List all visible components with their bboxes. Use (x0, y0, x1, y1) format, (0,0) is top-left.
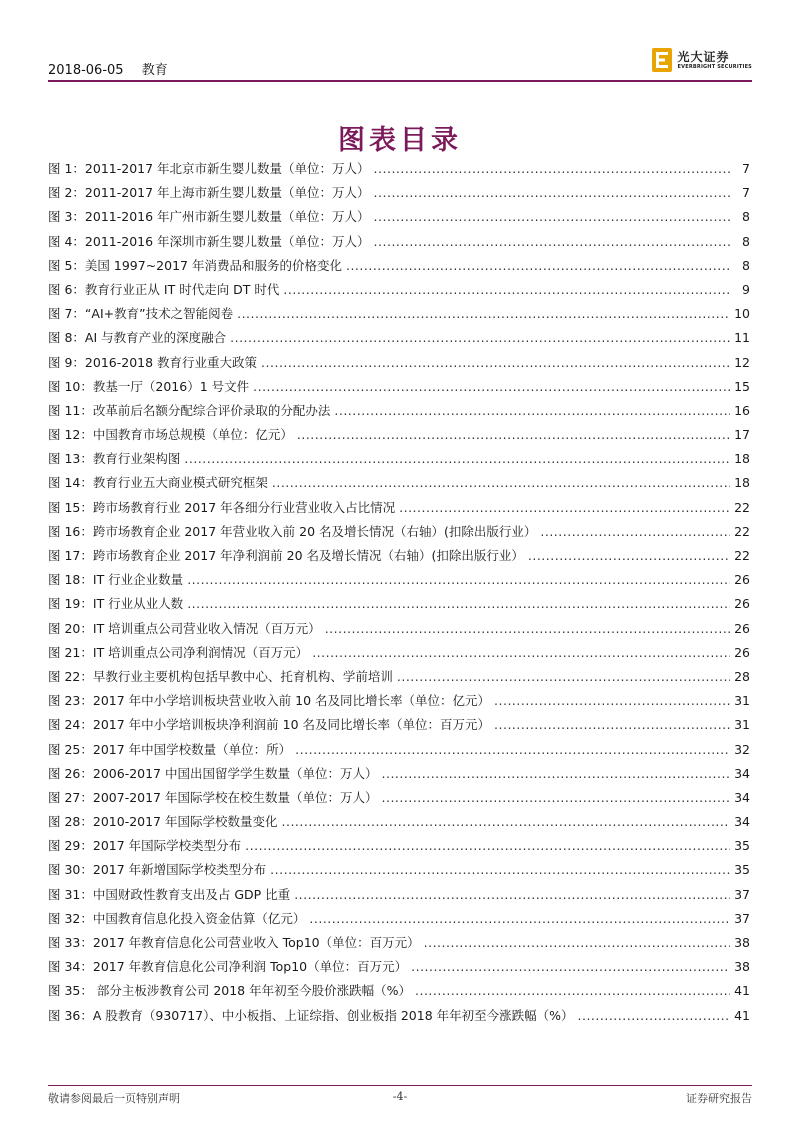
toc-entry[interactable] (48, 619, 750, 643)
toc-entry-label[interactable]: 图 22：早教行业主要机构包括早教中心、托育机构、学前培训 (48, 668, 393, 684)
toc-entry-page[interactable]: 38 (734, 959, 750, 975)
toc-entry-label[interactable]: 图 3：2011-2016 年广州市新生婴儿数量（单位：万人） (48, 209, 370, 225)
toc-dot-leader (237, 306, 730, 321)
toc-entry-label[interactable]: 图 23：2017 年中小学培训板块营业收入前 10 名及同比增长率（单位：亿元） (48, 693, 491, 709)
toc-entry[interactable] (48, 546, 750, 570)
toc-entry-label[interactable]: 图 7：“AI+教育”技术之智能阅卷 (48, 306, 234, 322)
toc-entry-page[interactable]: 8 (742, 257, 750, 273)
toc-dot-leader (283, 282, 732, 297)
toc-entry-page[interactable]: 35 (734, 862, 750, 878)
toc-entry[interactable] (48, 280, 750, 304)
toc-entry-page[interactable]: 31 (734, 693, 750, 709)
toc-entry[interactable] (48, 643, 750, 667)
toc-entry-label[interactable]: 图 26：2006-2017 中国出国留学学生数量（单位：万人） (48, 765, 378, 781)
company-logo (652, 48, 752, 72)
toc-entry-label[interactable]: 图 8：AI 与教育产业的深度融合 (48, 330, 227, 346)
toc-dot-leader (411, 959, 730, 974)
toc-dot-leader (295, 742, 730, 757)
toc-dot-leader (578, 1008, 731, 1023)
toc-dot-leader (270, 862, 730, 877)
toc-entry-label[interactable]: 图 6：教育行业正从 IT 时代走向 DT 时代 (48, 281, 280, 297)
toc-entry-page[interactable]: 22 (734, 499, 750, 515)
toc-entry-label[interactable]: 图 24：2017 年中小学培训板块净利润前 10 名及同比增长率（单位：百万元） (48, 717, 491, 733)
toc-entry[interactable] (48, 788, 750, 812)
toc-entry-page[interactable]: 26 (734, 644, 750, 660)
toc-entry-page[interactable]: 41 (734, 1007, 750, 1023)
toc-entry-label[interactable]: 图 2：2011-2017 年上海市新生婴儿数量（单位：万人） (48, 185, 370, 201)
toc-entry-label[interactable]: 图 15：跨市场教育行业 2017 年各细分行业营业收入占比情况 (48, 499, 396, 515)
report-sector: 教育 (141, 63, 168, 78)
toc-entry-page[interactable]: 7 (742, 185, 750, 201)
toc-entry[interactable] (48, 909, 750, 933)
toc-entry-page[interactable]: 18 (734, 451, 750, 467)
toc-entry-page[interactable]: 34 (734, 765, 750, 781)
toc-entry-page[interactable]: 37 (734, 886, 750, 902)
footer-divider (48, 1085, 752, 1086)
everbright-logo-icon (652, 48, 672, 72)
toc-dot-leader (424, 935, 730, 950)
toc-dot-leader (374, 185, 732, 200)
toc-entry-page[interactable]: 41 (734, 983, 750, 999)
toc-entry-label[interactable]: 图 19：IT 行业从业人数 (48, 596, 184, 612)
toc-dot-leader (382, 766, 731, 781)
toc-entry[interactable] (48, 570, 750, 594)
toc-entry-page[interactable]: 11 (734, 330, 750, 346)
toc-entry-page[interactable]: 31 (734, 717, 750, 733)
toc-entry-page[interactable]: 9 (742, 281, 750, 297)
toc-entry[interactable] (48, 377, 750, 401)
toc-entry-label[interactable]: 图 12：中国教育市场总规模（单位：亿元） (48, 427, 293, 443)
toc-entry[interactable] (48, 256, 750, 280)
toc-entry-page[interactable]: 34 (734, 814, 750, 830)
toc-entry-label[interactable]: 图 18：IT 行业企业数量 (48, 572, 184, 588)
logo-name-cn: 光大证券 (677, 49, 730, 64)
toc-entry-page[interactable]: 26 (734, 572, 750, 588)
toc-entry-label[interactable]: 图 21：IT 培训重点公司净利润情况（百万元） (48, 644, 309, 660)
toc-entry-page[interactable]: 34 (734, 789, 750, 805)
toc-entry-page[interactable]: 15 (734, 378, 750, 394)
toc-entry-page[interactable]: 8 (742, 233, 750, 249)
toc-entry[interactable] (48, 860, 750, 884)
toc-entry-label[interactable]: 图 17：跨市场教育企业 2017 年净利润前 20 名及增长情况（右轴）(扣除出版行业） (48, 548, 524, 563)
header-meta (48, 59, 182, 78)
logo-name-en: EVERBRIGHT SECURITIES (677, 63, 752, 70)
toc-dot-leader (325, 621, 730, 636)
toc-entry-page[interactable]: 8 (742, 209, 750, 225)
toc-dot-leader (245, 838, 730, 853)
toc-entry[interactable] (48, 425, 750, 449)
toc-dot-leader (397, 669, 730, 684)
toc-dot-leader (415, 983, 730, 998)
toc-dot-leader (294, 887, 730, 902)
toc-entry[interactable] (48, 933, 750, 957)
toc-entry-label[interactable]: 图 29：2017 年国际学校类型分布 (48, 838, 242, 854)
toc-entry-label[interactable]: 图 13：教育行业架构图 (48, 451, 181, 467)
toc-entry-label[interactable]: 图 27：2007-2017 年国际学校在校生数量（单位：万人） (48, 789, 378, 805)
toc-entry[interactable] (48, 353, 750, 377)
toc-entry-label[interactable]: 图 25：2017 年中国学校数量（单位：所） (48, 741, 292, 757)
toc-dot-leader (187, 572, 730, 587)
toc-entry[interactable] (48, 328, 750, 352)
toc-entry-label[interactable]: 图 5：美国 1997~2017 年消费品和服务的价格变化 (48, 257, 342, 273)
toc-entry[interactable] (48, 401, 750, 425)
toc-entry-page[interactable]: 22 (734, 548, 750, 563)
toc-dot-leader (282, 814, 731, 829)
page-footer (48, 1090, 752, 1108)
toc-entry[interactable] (48, 183, 750, 207)
toc-entry-label[interactable]: 图 33：2017 年教育信息化公司营业收入 Top10（单位：百万元） (48, 935, 420, 950)
toc-entry-page[interactable]: 28 (734, 668, 750, 684)
toc-entry[interactable] (48, 981, 750, 1005)
toc-entry[interactable] (48, 1006, 750, 1030)
toc-entry-label[interactable]: 图 35： 部分主板涉教育公司 2018 年年初至今股价涨跌幅（%） (48, 983, 411, 999)
toc-entry-page[interactable]: 17 (734, 427, 750, 443)
toc-entry-label[interactable]: 图 11：改革前后名额分配综合评价录取的分配办法 (48, 402, 331, 418)
toc-entry-page[interactable]: 26 (734, 596, 750, 612)
figure-index-list (48, 159, 750, 1030)
toc-entry-page[interactable]: 10 (734, 306, 750, 322)
toc-entry[interactable] (48, 594, 750, 618)
toc-dot-leader (374, 209, 732, 224)
toc-entry[interactable] (48, 449, 750, 473)
toc-entry[interactable] (48, 715, 750, 739)
toc-entry-label[interactable]: 图 32：中国教育信息化投入资金估算（亿元） (48, 910, 306, 926)
toc-entry-label[interactable]: 图 30：2017 年新增国际学校类型分布 (48, 862, 267, 878)
toc-entry-label[interactable]: 图 16：跨市场教育企业 2017 年营业收入前 20 名及增长情况（右轴）(扣除出版行业） (48, 523, 537, 539)
toc-entry-label[interactable]: 图 36：A 股教育（930717）、中小板指、上证综指、创业板指 2018 年年初至今涨跌幅（%） (48, 1007, 574, 1023)
footer-disclaimer: 敬请参阅最后一页特别声明 (48, 1092, 180, 1105)
report-date: 2018-06-05 (48, 63, 124, 78)
toc-entry-label[interactable]: 图 34：2017 年教育信息化公司净利润 Top10（单位：百万元） (48, 959, 408, 975)
toc-entry[interactable] (48, 740, 750, 764)
toc-dot-leader (399, 500, 730, 515)
toc-dot-leader (230, 330, 730, 345)
toc-entry-page[interactable]: 16 (734, 402, 750, 418)
toc-entry-page[interactable]: 22 (734, 523, 750, 539)
toc-entry-page[interactable]: 12 (734, 354, 750, 370)
toc-entry-label[interactable]: 图 14：教育行业五大商业模式研究框架 (48, 475, 268, 491)
toc-entry[interactable] (48, 473, 750, 497)
toc-entry-label[interactable]: 图 20：IT 培训重点公司营业收入情况（百万元） (48, 620, 321, 636)
toc-entry-label[interactable]: 图 10：教基一厅（2016）1 号文件 (48, 378, 250, 394)
toc-entry-page[interactable]: 18 (734, 475, 750, 491)
toc-entry-label[interactable]: 图 4：2011-2016 年深圳市新生婴儿数量（单位：万人） (48, 233, 370, 249)
toc-dot-leader (184, 451, 730, 466)
toc-entry[interactable] (48, 667, 750, 691)
toc-entry-page[interactable]: 35 (734, 838, 750, 854)
toc-dot-leader (494, 693, 730, 708)
header-divider (48, 80, 752, 82)
toc-dot-leader (309, 911, 730, 926)
toc-entry[interactable] (48, 957, 750, 981)
toc-entry[interactable] (48, 304, 750, 328)
toc-entry-label[interactable]: 图 28：2010-2017 年国际学校数量变化 (48, 814, 278, 830)
toc-entry-page[interactable]: 37 (734, 910, 750, 926)
toc-entry[interactable] (48, 159, 750, 183)
toc-entry[interactable] (48, 207, 750, 231)
toc-entry[interactable] (48, 812, 750, 836)
page-header (48, 49, 752, 80)
toc-dot-leader (494, 717, 730, 732)
footer-doc-type: 证券研究报告 (686, 1092, 752, 1105)
toc-entry-label[interactable]: 图 31：中国财政性教育支出及占 GDP 比重 (48, 886, 291, 902)
toc-entry[interactable] (48, 498, 750, 522)
toc-dot-leader (382, 790, 731, 805)
toc-dot-leader (334, 403, 730, 418)
toc-dot-leader (253, 379, 730, 394)
toc-dot-leader (374, 161, 732, 176)
toc-dot-leader (272, 475, 730, 490)
toc-dot-leader (374, 234, 732, 249)
toc-entry[interactable] (48, 232, 750, 256)
toc-entry-label[interactable]: 图 1：2011-2017 年北京市新生婴儿数量（单位：万人） (48, 161, 370, 176)
toc-dot-leader (528, 548, 730, 563)
toc-entry-page[interactable]: 7 (742, 161, 750, 176)
page-number: -4- (392, 1090, 408, 1103)
page-title: 图表目录 (338, 125, 462, 156)
toc-dot-leader (346, 258, 732, 273)
toc-entry-label[interactable]: 图 9：2016-2018 教育行业重大政策 (48, 354, 258, 370)
toc-dot-leader (261, 355, 730, 370)
toc-entry[interactable] (48, 691, 750, 715)
toc-entry[interactable] (48, 836, 750, 860)
toc-entry[interactable] (48, 522, 750, 546)
toc-entry-page[interactable]: 32 (734, 741, 750, 757)
toc-dot-leader (312, 645, 730, 660)
toc-entry[interactable] (48, 885, 750, 909)
toc-entry-page[interactable]: 38 (734, 935, 750, 950)
toc-dot-leader (187, 596, 730, 611)
toc-entry-page[interactable]: 26 (734, 620, 750, 636)
toc-dot-leader (540, 524, 730, 539)
toc-dot-leader (297, 427, 730, 442)
toc-entry[interactable] (48, 764, 750, 788)
